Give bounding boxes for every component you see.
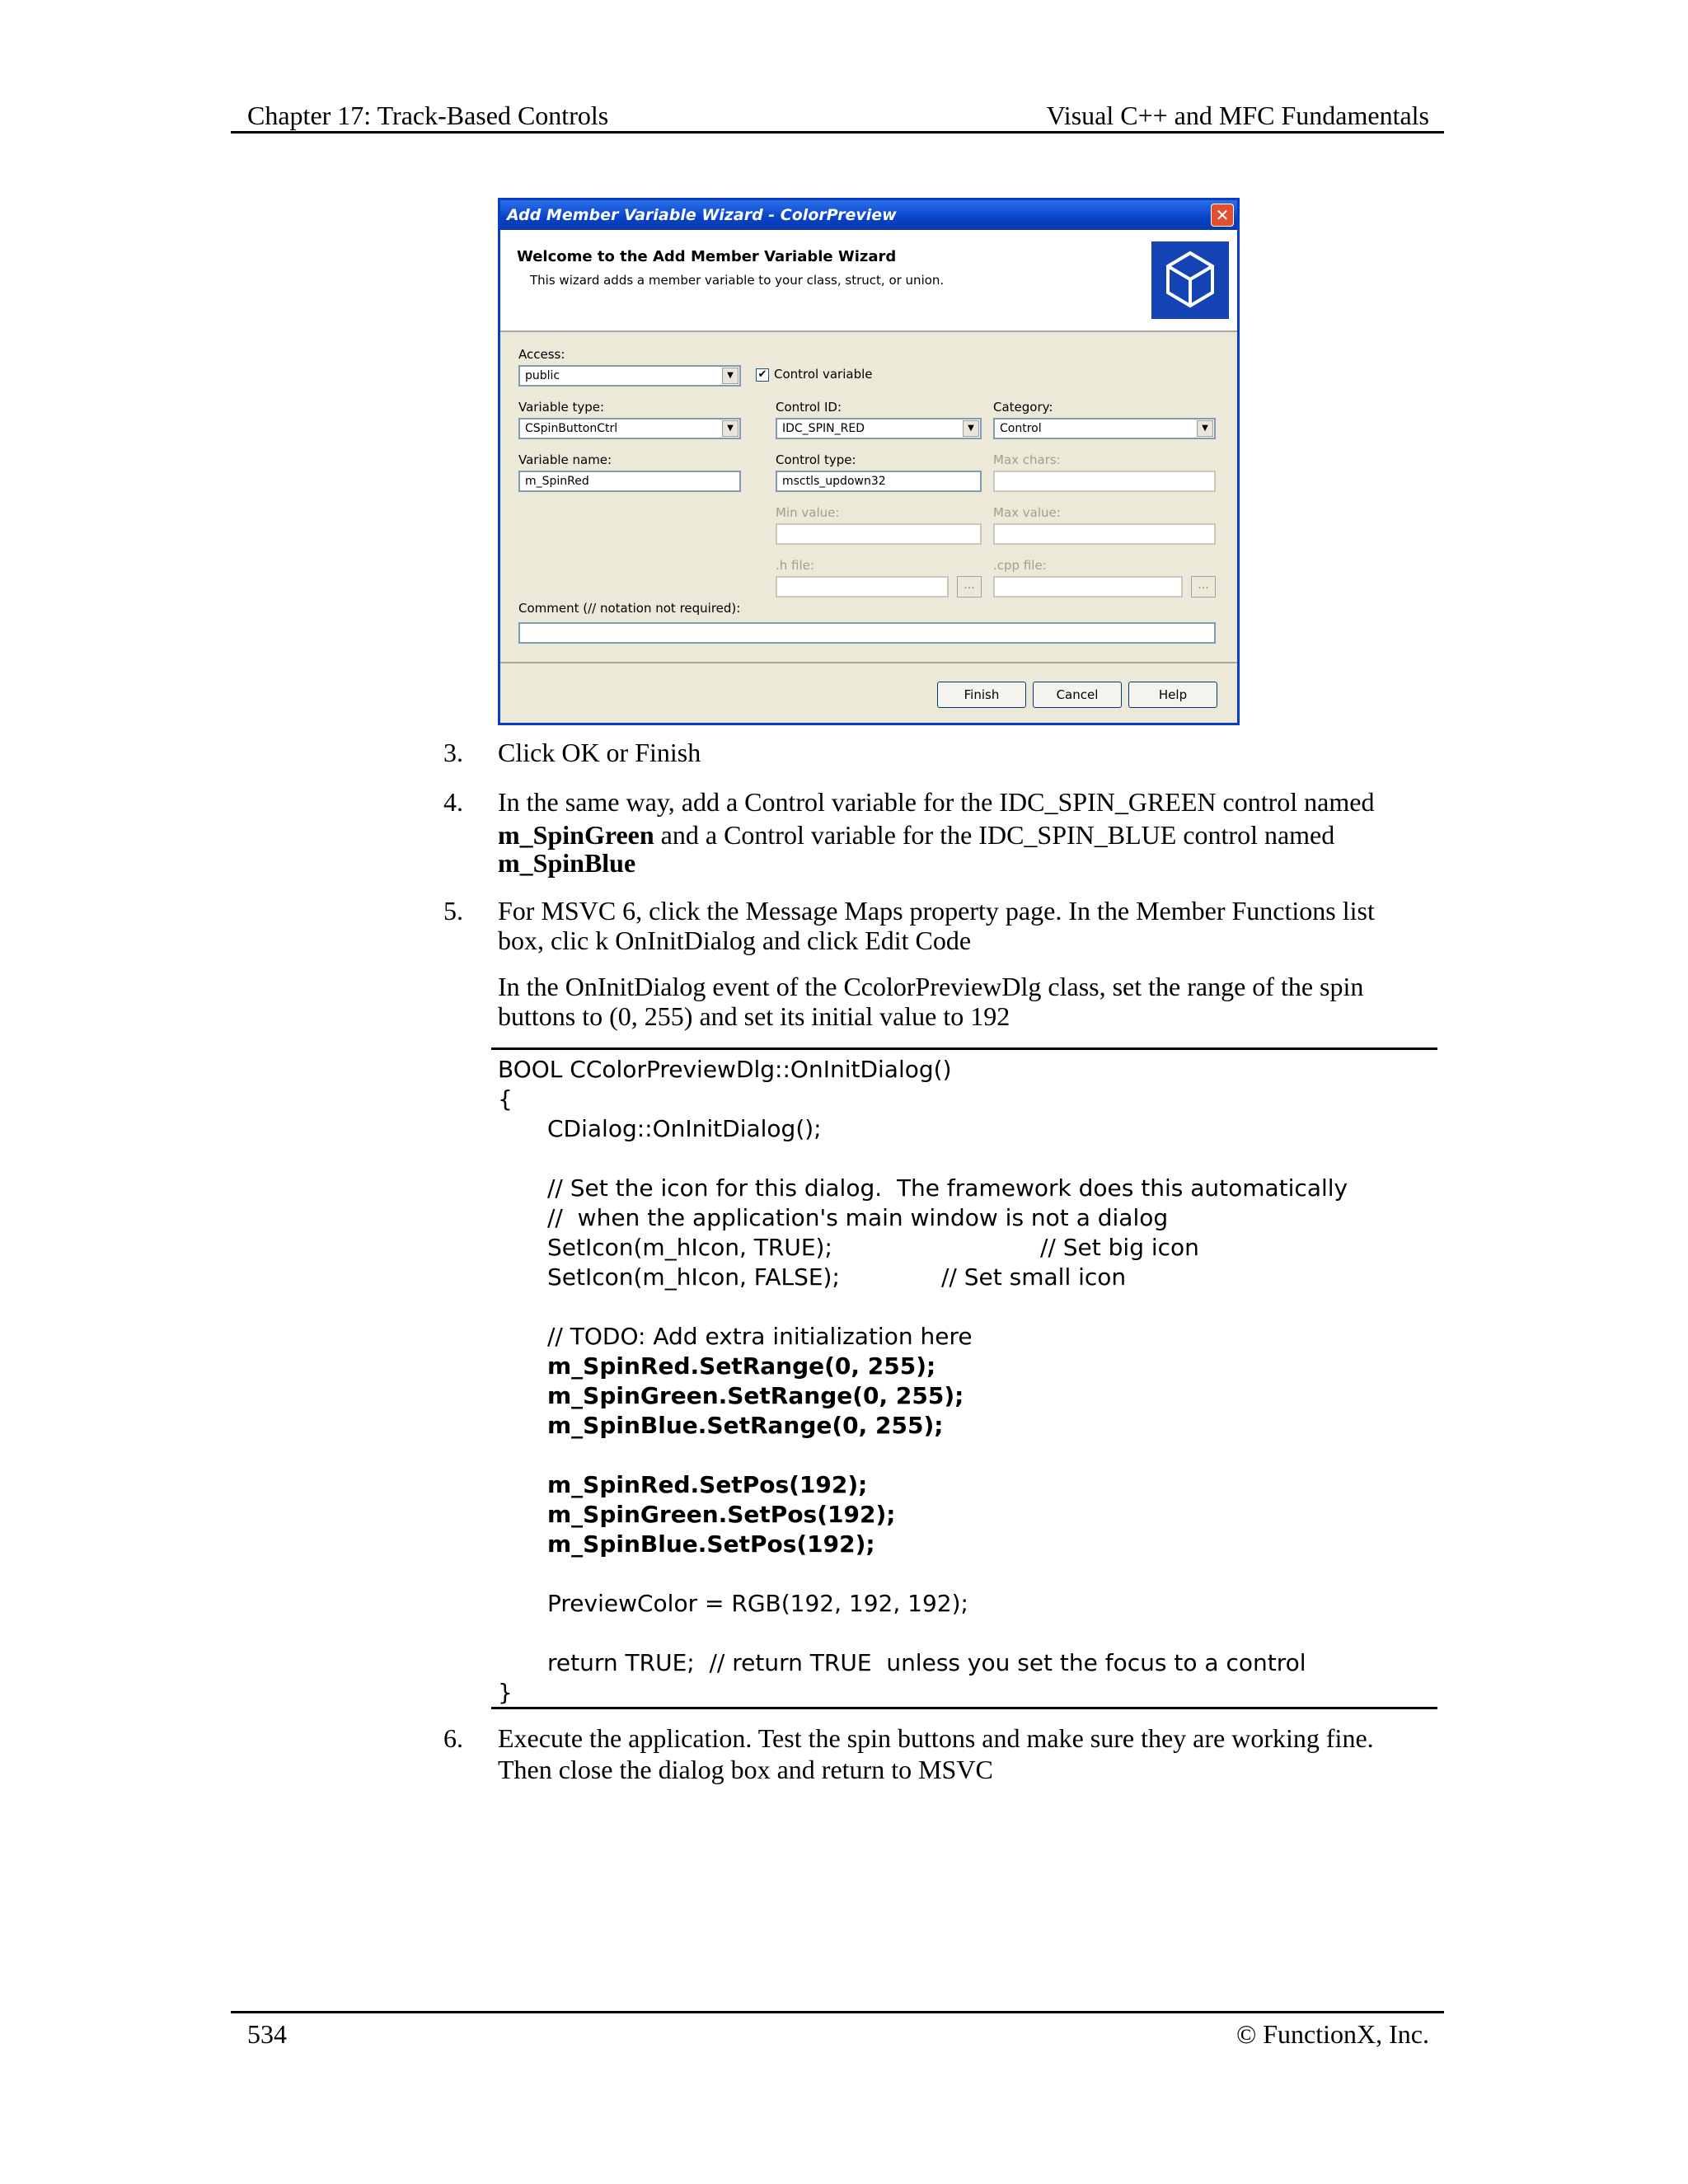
step-number: 5. [443, 896, 463, 926]
banner-title: Welcome to the Add Member Variable Wizard [517, 248, 897, 265]
cancel-button[interactable]: Cancel [1033, 682, 1122, 708]
h-file-input[interactable] [776, 576, 949, 598]
variable-name-label: Variable name: [518, 452, 612, 467]
cpp-file-label: .cpp file: [993, 558, 1047, 573]
code-line: m_SpinBlue.SetRange(0, 255); [547, 1412, 944, 1439]
code-top-rule [491, 1047, 1437, 1050]
header-book-title: Visual C++ and MFC Fundamentals [1046, 101, 1429, 130]
comment-label: Comment (// notation not required): [518, 601, 741, 616]
step-text: Then close the dialog box and return to MSVC [498, 1755, 993, 1784]
cpp-file-browse-button[interactable]: ... [1191, 576, 1216, 598]
code-line: m_SpinGreen.SetPos(192); [547, 1501, 896, 1528]
code-line: m_SpinBlue.SetPos(192); [547, 1530, 875, 1558]
code-line: // TODO: Add extra initialization here [547, 1323, 973, 1350]
h-file-browse-button[interactable]: ... [957, 576, 982, 598]
variable-name-input[interactable]: m_SpinRed [518, 471, 741, 492]
h-file-label: .h file: [776, 558, 814, 573]
chevron-down-icon[interactable]: ▼ [963, 420, 979, 437]
page-number: 534 [247, 2019, 287, 2049]
min-value-label: Min value: [776, 505, 840, 520]
code-line: // when the application's main window is not a dialog [547, 1204, 1169, 1231]
step-text [498, 847, 635, 879]
code-line: { [498, 1085, 513, 1113]
control-type-input[interactable]: msctls_updown32 [776, 471, 982, 492]
step-text: For MSVC 6, click the Message Maps property page. In the Member Functions list [498, 896, 1375, 926]
add-member-variable-dialog [498, 198, 1240, 725]
wizard-cube-icon [1151, 241, 1229, 319]
step-text-rest: and a Control variable for the IDC_SPIN_BLUE control named [654, 820, 1335, 850]
code-line: // Set the icon for this dialog. The framework does this automatically [547, 1174, 1348, 1202]
intro-text: buttons to (0, 255) and set its initial value to 192 [498, 1001, 1010, 1031]
step-text: In the same way, add a Control variable for the IDC_SPIN_GREEN control named [498, 787, 1375, 817]
close-icon[interactable]: ✕ [1211, 204, 1234, 227]
code-line: return TRUE; // return TRUE unless you set the focus to a control [547, 1649, 1306, 1676]
dialog-divider [500, 662, 1237, 663]
step-text [498, 819, 1334, 851]
variable-type-select[interactable]: CSpinButtonCtrl ▼ [518, 418, 741, 439]
variable-type-label: Variable type: [518, 400, 605, 415]
step-number: 6. [443, 1723, 463, 1753]
code-line: m_SpinRed.SetPos(192); [547, 1471, 868, 1498]
code-line: } [498, 1679, 513, 1706]
code-line: m_SpinRed.SetRange(0, 255); [547, 1352, 936, 1380]
intro-text: In the OnInitDialog event of the CcolorPreviewDlg class, set the range of the spin [498, 972, 1364, 1001]
code-line: BOOL CColorPreviewDlg::OnInitDialog() [498, 1056, 952, 1083]
code-line: SetIcon(m_hIcon, FALSE); [547, 1263, 840, 1291]
comment-input[interactable] [518, 622, 1216, 644]
chevron-down-icon[interactable]: ▼ [1197, 420, 1213, 437]
code-comment: // Set big icon [1040, 1234, 1199, 1261]
cpp-file-input[interactable] [993, 576, 1183, 598]
code-line: CDialog::OnInitDialog(); [547, 1115, 822, 1142]
control-id-label: Control ID: [776, 400, 842, 415]
max-value-input[interactable] [993, 523, 1216, 545]
control-id-select[interactable]: IDC_SPIN_RED ▼ [776, 418, 982, 439]
step-number: 4. [443, 787, 463, 817]
finish-button[interactable]: Finish [937, 682, 1026, 708]
max-value-label: Max value: [993, 505, 1061, 520]
category-label: Category: [993, 400, 1053, 415]
help-button[interactable]: Help [1128, 682, 1217, 708]
code-line: SetIcon(m_hIcon, TRUE); [547, 1234, 832, 1261]
dialog-title: Add Member Variable Wizard - ColorPreview [500, 200, 1237, 230]
chevron-down-icon[interactable]: ▼ [722, 368, 738, 384]
min-value-input[interactable] [776, 523, 982, 545]
control-type-label: Control type: [776, 452, 856, 467]
step-number: 3. [443, 738, 463, 767]
variable-name: m_SpinBlue [498, 848, 636, 878]
footer-copyright: © FunctionX, Inc. [1236, 2019, 1429, 2049]
code-line: m_SpinGreen.SetRange(0, 255); [547, 1382, 964, 1409]
category-select[interactable]: Control ▼ [993, 418, 1216, 439]
code-bottom-rule [491, 1707, 1437, 1709]
wizard-banner [500, 230, 1237, 332]
banner-subtitle: This wizard adds a member variable to your class, struct, or union. [530, 273, 945, 288]
control-variable-checkbox[interactable]: ✔ [756, 368, 769, 382]
header-rule [231, 131, 1444, 134]
access-select[interactable]: public ▼ [518, 365, 741, 387]
access-label: Access: [518, 347, 565, 362]
footer-rule [231, 2011, 1444, 2013]
header-chapter: Chapter 17: Track-Based Controls [247, 101, 609, 130]
code-comment: // Set small icon [941, 1263, 1127, 1291]
step-text: Execute the application. Test the spin buttons and make sure they are working fine. [498, 1723, 1374, 1753]
control-variable-label: Control variable [774, 367, 873, 382]
step-text: box, clic k OnInitDialog and click Edit Code [498, 926, 972, 955]
max-chars-label: Max chars: [993, 452, 1061, 467]
max-chars-input[interactable] [993, 471, 1216, 492]
code-line: PreviewColor = RGB(192, 192, 192); [547, 1590, 968, 1617]
chevron-down-icon[interactable]: ▼ [722, 420, 738, 437]
step-text: Click OK or Finish [498, 738, 701, 767]
variable-name: m_SpinGreen [498, 820, 654, 850]
